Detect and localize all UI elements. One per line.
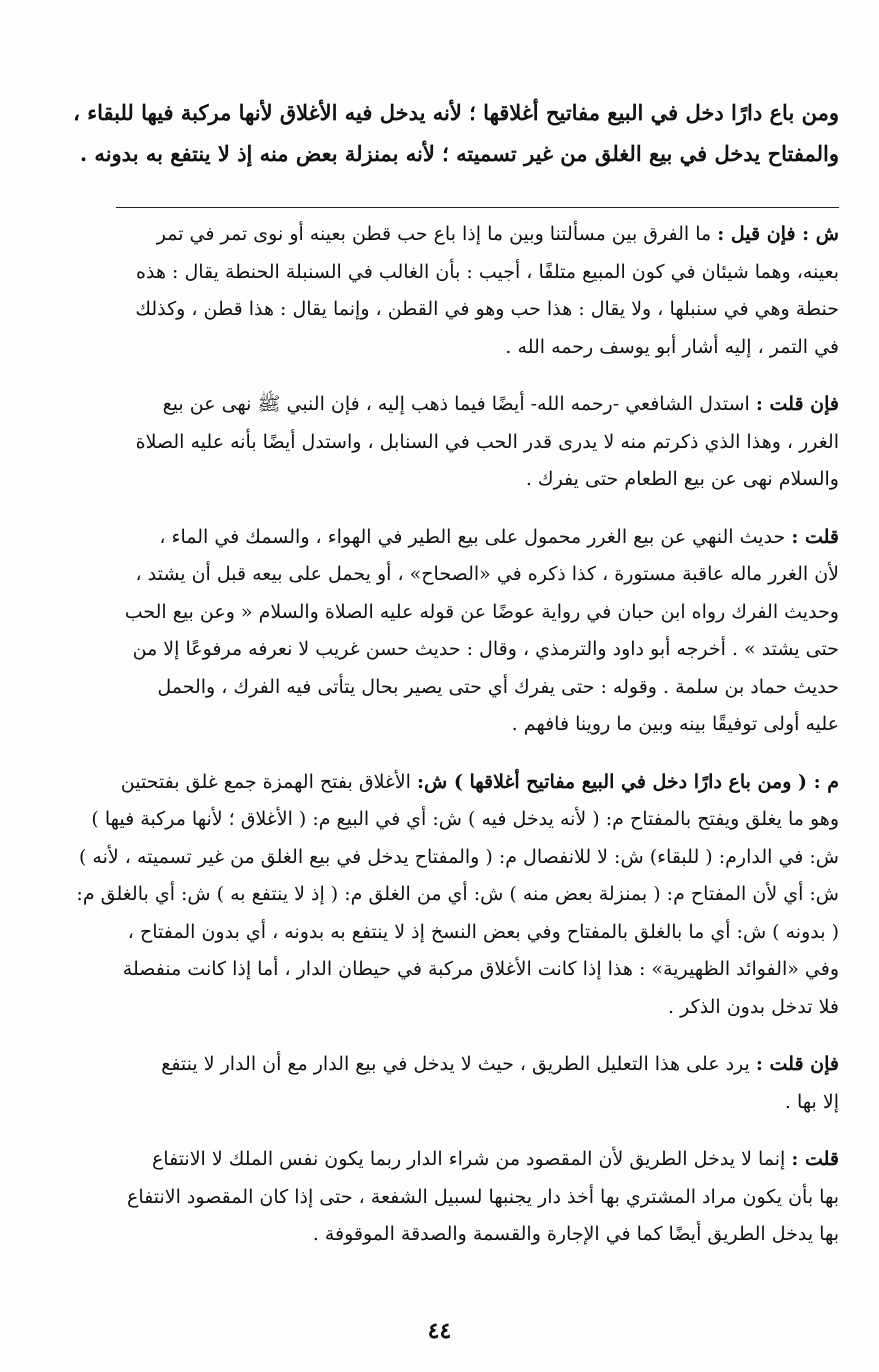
paragraph-lead: ش : فإن قيل : bbox=[717, 223, 839, 245]
commentary-line: ما الفرق بين مسألتنا وبين ما إذا باع حب قطن بعينه أو نوى تمر في تمر bbox=[156, 223, 712, 245]
paragraph-lead: قلت : bbox=[791, 1148, 839, 1170]
commentary-line: بعينه، وهما شيئان في كون المبيع متلفًا ، أجيب : بأن الغالب في السنبلة الحنطة يقال : هذه bbox=[136, 260, 839, 283]
commentary-paragraph bbox=[36, 1141, 839, 1254]
commentary-paragraph bbox=[36, 764, 839, 1027]
matn-line: ومن باع دارًا دخل في البيع مفاتيح أغلاقها ؛ لأنه يدخل فيه الأغلاق لأنها مركبة فيها للبقاء ، bbox=[73, 100, 839, 125]
commentary-line: الغرر ، وهذا الذي ذكرتم منه لا يدرى قدر الحب في السنابل ، واستدل أيضًا بأنه عليه الصلاة bbox=[135, 430, 839, 453]
matn-text bbox=[36, 92, 839, 174]
paragraph-lead: م : ( ومن باع دارًا دخل في البيع مفاتيح أغلاقها ) ش: bbox=[417, 770, 839, 793]
commentary-line: إنما لا يدخل الطريق لأن المقصود من شراء الدار ربما يكون نفس الملك لا الانتفاع bbox=[151, 1148, 786, 1170]
commentary-line: حتى يشتد » . أخرجه أبو داود والترمذي ، وقال : حديث حسن غريب لا نعرفه مرفوعًا إلا من bbox=[132, 638, 839, 660]
paragraph-lead: فإن قلت : bbox=[755, 1053, 839, 1075]
commentary-line: ( بدونه ) ش: أي ما بالغلق بالمفتاح وفي بعض النسخ إذ لا ينتفع به بدونه ، أي بدون المفتاح ، bbox=[127, 920, 839, 943]
commentary-line: حنطة وهي في سنبلها ، ولا يقال : هذا حب وهو في القطن ، وإنما يقال : هذا قطن ، وكذلك bbox=[135, 298, 839, 320]
commentary-line: عليه أولى توفيقًا بينه وبين ما روينا فافهم . bbox=[511, 713, 839, 735]
commentary-line: ش: أي لأن المفتاح م: ( بمنزلة بعض منه ) ش: أي من الغلق م: ( إذ لا ينتفع به ) ش: أي بالغلق م: bbox=[76, 883, 839, 905]
commentary-paragraph bbox=[36, 386, 839, 499]
commentary-line: بها بأن يكون مراد المشتري بها أخذ دار يجنبها لسبيل الشفعة ، حتى إذا كان المقصود الانتفاع bbox=[127, 1185, 839, 1208]
commentary-line: في التمر ، إليه أشار أبو يوسف رحمه الله . bbox=[505, 335, 839, 358]
matn-line: والمفتاح يدخل في بيع الغلق من غير تسميته ؛ لأنه بمنزلة بعض منه إذ لا ينتفع به بدونه . bbox=[79, 141, 839, 166]
commentary-line: حديث النهي عن بيع الغرر محمول على بيع الطير في الهواء ، والسمك في الماء ، bbox=[159, 525, 786, 548]
commentary-paragraph bbox=[36, 1046, 839, 1121]
commentary-line: الأغلاق بفتح الهمزة جمع غلق بفتحتين bbox=[120, 770, 411, 793]
commentary-paragraph bbox=[36, 519, 839, 744]
commentary-paragraph bbox=[36, 216, 839, 366]
commentary-line: ش: في الدارم: ( للبقاء) ش: لا للانفصال م: ( والمفتاح يدخل في بيع الغلق من غير تسميته ، لأنه ) bbox=[78, 845, 839, 868]
commentary-line: فلا تدخل بدون الذكر . bbox=[668, 995, 839, 1018]
paragraph-lead: فإن قلت : bbox=[755, 393, 839, 415]
commentary-line: يرد على هذا التعليل الطريق ، حيث لا يدخل في بيع الدار مع أن الدار لا ينتفع bbox=[161, 1053, 750, 1075]
paragraph-lead: قلت : bbox=[791, 525, 839, 548]
commentary-line: وهو ما يغلق ويفتح بالمفتاح م: ( لأنه يدخل فيه ) ش: أي في البيع م: ( الأغلاق ؛ لأنها مركبة فيها ) bbox=[91, 808, 839, 830]
separator-line bbox=[116, 207, 839, 208]
commentary-line: بها يدخل الطريق أيضًا كما في الإجارة والقسمة والصدقة الموقوفة . bbox=[312, 1223, 839, 1245]
commentary-line: وفي «الفوائد الظهيرية» : هذا إذا كانت الأغلاق مركبة في حيطان الدار ، أما إذا كانت منفصلة bbox=[122, 958, 839, 980]
commentary-line: لأن الغرر ماله عاقبة مستورة ، كذا ذكره في «الصحاح» ، أو يحمل على بيعه قبل أن يشتد ، bbox=[135, 563, 839, 585]
sharh-commentary bbox=[36, 216, 839, 1254]
commentary-line: والسلام نهى عن بيع الطعام حتى يفرك . bbox=[525, 468, 839, 490]
page-number: ٤٤ bbox=[427, 1318, 452, 1344]
commentary-line: وحديث الفرك رواه ابن حبان في رواية عوضًا عن قوله عليه الصلاة والسلام « وعن بيع الحب bbox=[124, 600, 839, 623]
commentary-line: حديث حماد بن سلمة . وقوله : حتى يفرك أي حتى يصير بحال يتأتى فيه الفرك ، والحمل bbox=[157, 675, 839, 698]
commentary-line: إلا بها . bbox=[784, 1090, 839, 1113]
commentary-line: استدل الشافعي -رحمه الله- أيضًا فيما ذهب إليه ، فإن النبي ﷺ نهى عن بيع bbox=[162, 393, 750, 415]
